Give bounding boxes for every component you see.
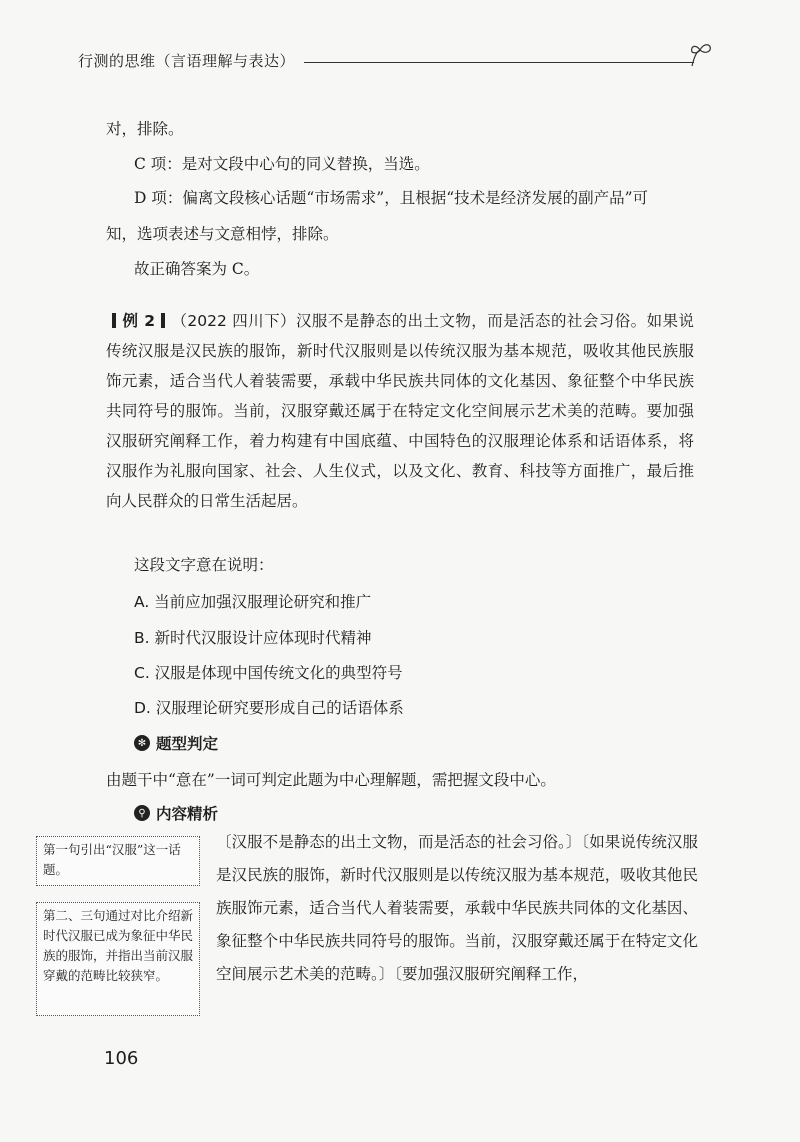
bar-marker-right (161, 313, 165, 328)
option-a: A. 当前应加强汉服理论研究和推广 (134, 593, 372, 611)
passage-segment-2: 〔如果说传统汉服是汉民族的服饰，新时代汉服则是以传统汉服为基本规范，吸收其他民族服饰元素，适合当代人着装需要，承载中华民族共同体的文化基因、象征整个中华民族共同符号的服饰。当前，汉服穿戴还属于在特定文化空间展示艺术美的范畴。〕 (216, 833, 698, 983)
example-text: 汉服不是静态的出土文物，而是活态的社会习俗。如果说传统汉服是汉民族的服饰，新时代汉服则是以传统汉服为基本规范，吸收其他民族服饰元素，适合当代人着装需要，承载中华民族共同体的文化基因、象征整个中华民族共同符号的服饰。当前，汉服穿戴还属于在特定文化空间展示艺术美的范畴。要加强汉服研究阐释工作，着力构建有中国底蕴、中国特色的汉服理论体系和话语体系，将汉服作为礼服向国家、社会、人生仪式，以及文化、教育、科技等方面推广，最后推向人民群众的日常生活起居。 (106, 312, 694, 510)
option-d: D. 汉服理论研究要形成自己的话语体系 (134, 699, 404, 717)
margin-note-2 (36, 902, 200, 1016)
content-section-title: 内容精析 (156, 805, 219, 823)
sprout-icon (686, 40, 714, 68)
prev-option-c: C 项：是对文段中心句的同义替换，当选。 (134, 155, 430, 173)
option-b: B. 新时代汉服设计应体现时代精神 (134, 629, 372, 647)
prev-option-d-line2: 知，选项表述与文意相悖，排除。 (106, 225, 339, 243)
question-prompt: 这段文字意在说明： (134, 556, 274, 574)
margin-note-1-text: 第一句引出“汉服”这一话题。 (43, 842, 181, 877)
example-paragraph (106, 306, 694, 516)
analysis-passage (216, 826, 698, 991)
prev-answer: 故正确答案为 C。 (134, 260, 260, 278)
prev-line1: 对，排除。 (106, 120, 184, 138)
margin-note-2-text: 第二、三句通过对比介绍新时代汉服已成为象征中华民族的服饰，并指出当前汉服穿戴的范畴比较狭窄。 (43, 908, 194, 983)
gear-icon: ✻ (134, 735, 150, 751)
option-c: C. 汉服是体现中国传统文化的典型符号 (134, 664, 403, 682)
bar-marker-left (112, 313, 116, 328)
header-rule (304, 62, 694, 63)
magnifier-icon: ⚲ (134, 805, 150, 821)
example-source: （2022 四川下） (171, 312, 296, 330)
passage-segment-3: 〔要加强汉服研究阐释工作， (394, 965, 589, 983)
type-section-text: 由题干中“意在”一词可判定此题为中心理解题，需把握文段中心。 (106, 771, 556, 789)
page-number: 106 (104, 1048, 139, 1069)
running-header (78, 46, 718, 74)
type-section-title: 题型判定 (156, 735, 219, 753)
prev-option-d-line1: D 项：偏离文段核心话题“市场需求”，且根据“技术是经济发展的副产品”可 (134, 189, 649, 207)
margin-note-1 (36, 836, 200, 886)
example-label: 例 2 (122, 312, 155, 330)
passage-segment-1: 〔汉服不是静态的出土文物，而是活态的社会习俗。〕 (216, 833, 582, 851)
type-section-heading (134, 732, 218, 754)
header-title: 行测的思维（言语理解与表达） (78, 52, 296, 70)
content-section-heading (134, 802, 218, 824)
